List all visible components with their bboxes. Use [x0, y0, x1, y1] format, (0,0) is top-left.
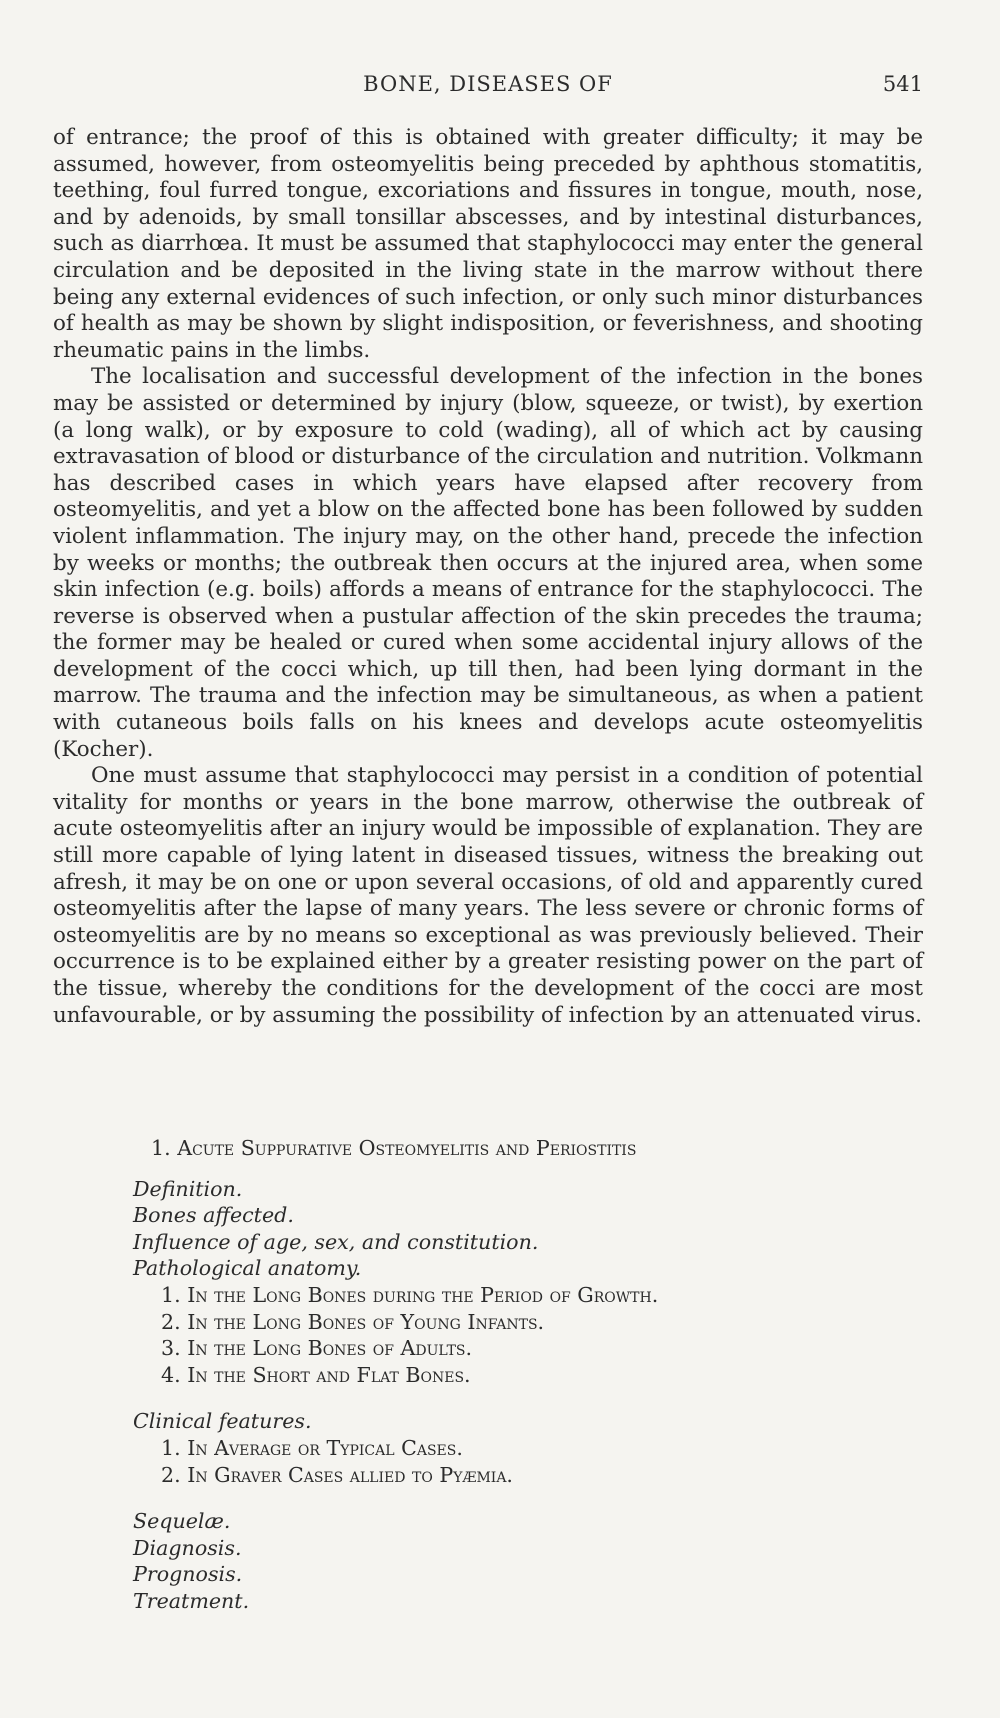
paragraph: One must assume that staphylococci may persist in a condition of potential vitality for months or years in the bone marrow, otherwise the outbreak of acute osteomyelitis after an injury would be impossible of explanation. They are still more capable of lying latent in diseased tissues, witness the breaking out afresh, it may be on one or upon several occasions, of old and apparently cured osteomyelitis after the lapse of many years. The less severe or chronic forms of osteomyelitis are by no means so exceptional as was previously believed. Their occurrence is to be explained either by a greater resisting power on the part of the tissue, whereby the conditions for the development of the cocci are most unfavourable, or by assuming the possibility of infection by an attenuated virus.: [53, 763, 923, 1028]
outline-gap: [53, 1488, 923, 1508]
page-number: 541: [882, 72, 923, 96]
paragraph: of entrance; the proof of this is obtained with greater difficulty; it may be assumed, however, from osteomyelitis being preceded by aphthous stomatitis, teething, foul furred tongue, excoriations and fissures in tongue, mouth, nose, and by adenoids, by small tonsillar abscesses, and by intestinal disturbances, such as diarrhœa. It must be assumed that staphylococci may enter the general circulation and be deposited in the living state in the marrow without there being any external evidences of such infection, or only such minor disturbances of health as may be shown by slight indisposition, or feverishness, and shooting rheumatic pains in the limbs.: [53, 125, 923, 363]
section-heading: [53, 1135, 923, 1162]
outline-topic: Diagnosis.: [133, 1535, 242, 1560]
section-number: 1.: [151, 1136, 171, 1160]
body-text: [53, 125, 923, 1029]
outline-gap: [53, 1388, 923, 1408]
outline-topic: Influence of age, sex, and constitution.: [133, 1229, 539, 1254]
outline-topic: Sequelæ.: [133, 1509, 231, 1534]
outline-topic: Prognosis.: [133, 1562, 243, 1587]
section-title: Acute Suppurative Osteomyelitis and Periostitis: [177, 1136, 637, 1160]
outline-subtopic: 4. In the Short and Flat Bones.: [161, 1362, 471, 1387]
outline-topic: Definition.: [133, 1176, 243, 1201]
page-header: [53, 72, 923, 106]
running-title: BONE, DISEASES OF: [363, 72, 613, 96]
outline-subtopic: 3. In the Long Bones of Adults.: [161, 1336, 473, 1361]
section-outline: [53, 1135, 923, 1615]
paragraph: The localisation and successful development of the infection in the bones may be assisted or determined by injury (blow, squeeze, or twist), by exertion (a long walk), or by exposure to cold (wading), all of which act by causing extravasation of blood or disturbance of the circulation and nutrition. Volkmann has described cases in which years have elapsed after recovery from osteomyelitis, and yet a blow on the affected bone has been followed by sudden violent inflammation. The injury may, on the other hand, precede the infection by weeks or months; the outbreak then occurs at the injured area, when some skin infection (e.g. boils) affords a means of entrance for the staphylococci. The reverse is observed when a pustular affection of the skin precedes the trauma; the former may be healed or cured when some accidental injury allows of the development of the cocci which, up till then, had been lying dormant in the marrow. The trauma and the infection may be simultaneous, as when a patient with cutaneous boils falls on his knees and develops acute osteomyelitis (Kocher).: [53, 364, 923, 762]
outline-subtopic: 2. In Graver Cases allied to Pyæmia.: [161, 1462, 513, 1487]
outline-topic: Clinical features.: [133, 1409, 312, 1434]
outline-topic: Bones affected.: [133, 1203, 294, 1228]
outline-subtopic: 1. In the Long Bones during the Period of Growth.: [161, 1282, 659, 1307]
outline-subtopic: 1. In Average or Typical Cases.: [161, 1435, 463, 1460]
outline-subtopic: 2. In the Long Bones of Young Infants.: [161, 1309, 545, 1334]
outline-topic: Pathological anatomy.: [133, 1256, 362, 1281]
outline-topic: Treatment.: [133, 1588, 250, 1613]
